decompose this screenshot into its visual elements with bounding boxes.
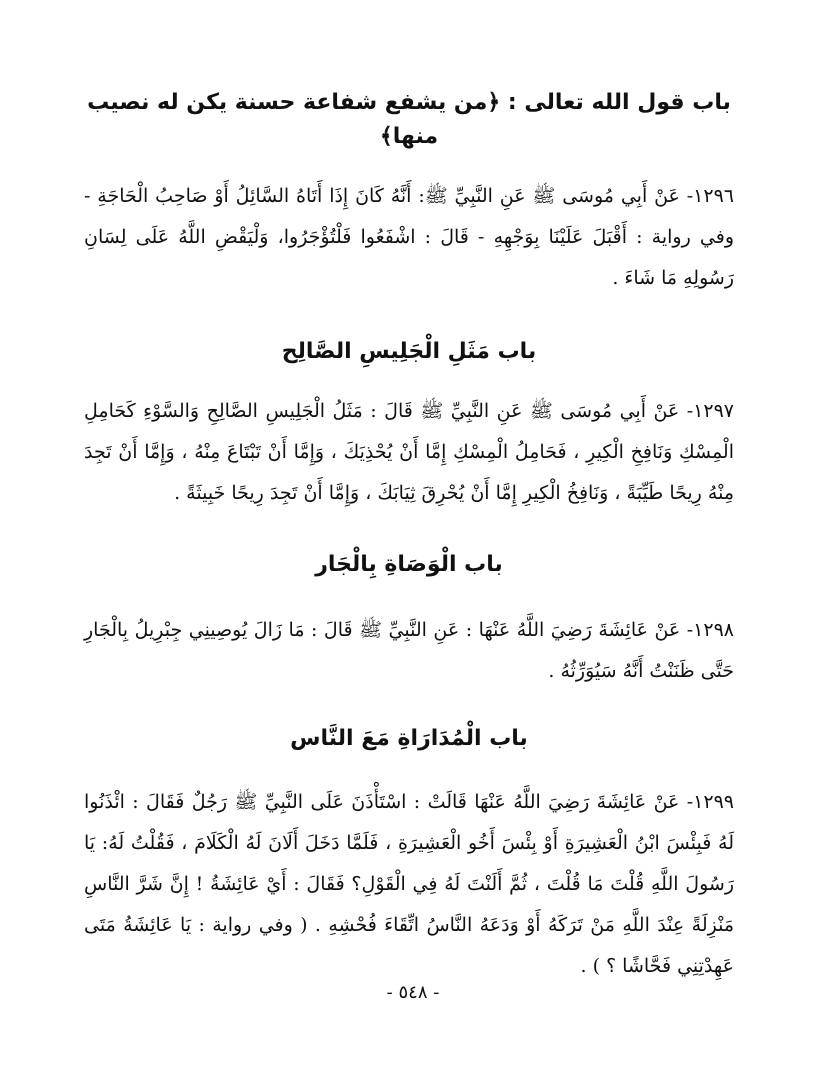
section-title: باب الْمُدَارَاةِ مَعَ النَّاس — [290, 726, 528, 751]
hadith-text — [84, 782, 734, 987]
hadith-text — [84, 610, 734, 692]
hadith-paragraph: ١٢٩٩- عَنْ عَائِشَةَ رَضِيَ اللَّهُ عَنْهَا قَالَتْ : اسْتَأْذَنَ عَلَى النَّبِيِّ ﷺ رَجُلٌ فَقَالَ : ائْذَنُوا لَهُ فَبِئْسَ ابْنُ الْعَشِيرَةِ أَوْ بِئْسَ أَخُو الْعَشِيرَةِ ، فَلَمَّا دَخَلَ أَلَانَ لَهُ الْكَلَامَ ، فَقُلْتُ لَهُ: يَا رَسُولَ اللَّهِ قُلْتَ مَا قُلْتَ ، ثُمَّ أَلَنْتَ لَهُ فِي الْقَوْلِ؟ فَقَالَ : أَيْ عَائِشَةُ ! إِنَّ شَرَّ النَّاسِ مَنْزِلَةً عِنْدَ اللَّهِ مَنْ تَرَكَهُ أَوْ وَدَعَهُ النَّاسُ اتِّقَاءَ فُحْشِهِ . ( وفي رواية : يَا عَائِشَةُ مَتَى عَهِدْتِنِي فَحَّاشًا ؟ ) . — [84, 791, 734, 977]
hadith-paragraph: ١٢٩٨- عَنْ عَائِشَةَ رَضِيَ اللَّهُ عَنْهَا : عَنِ النَّبِيِّ ﷺ قَالَ : مَا زَالَ يُوصِينِي جِبْرِيلُ بِالْجَارِ حَتَّى ظَنَنْتُ أَنَّهُ سَيُوَرِّثُهُ . — [84, 619, 734, 682]
page-number: - ٥٤٨ - — [386, 982, 440, 1003]
hadith-paragraph: ١٢٩٧- عَنْ أَبِي مُوسَى ﷺ عَنِ النَّبِيِّ ﷺ قَالَ : مَثَلُ الْجَلِيسِ الصَّالِحِ وَالسَّوْءِ كَحَامِلِ الْمِسْكِ وَنَافِخِ الْكِيرِ ، فَحَامِلُ الْمِسْكِ إِمَّا أَنْ يُحْذِيَكَ ، وَإِمَّا أَنْ تَبْتَاعَ مِنْهُ ، وَإِمَّا أَنْ تَجِدَ مِنْهُ رِيحًا طَيِّبَةً ، وَنَافِخُ الْكِيرِ إِمَّا أَنْ يُحْرِقَ ثِيَابَكَ ، وَإِمَّا أَنْ تَجِدَ رِيحًا خَبِيثَةً . — [84, 400, 734, 504]
section-title: باب قول الله تعالى : ﴿من يشفع شفاعة حسنة يكن له نصيب منها﴾ — [87, 90, 731, 149]
hadith-paragraph: ١٢٩٦- عَنْ أَبِي مُوسَى ﷺ عَنِ النَّبِيِّ ﷺ: أَنَّهُ كَانَ إِذَا أَتَاهُ السَّائِلُ أَوْ صَاحِبُ الْحَاجَةِ - وفي رواية : أَقْبَلَ عَلَيْنَا بِوَجْهِهِ - قَالَ : اشْفَعُوا فَلْتُؤْجَرُوا، وَلْيَقْضِ اللَّهُ عَلَى لِسَانِ رَسُولِهِ مَا شَاءَ . — [84, 185, 734, 289]
section-title: باب الْوَصَاةِ بِالْجَار — [315, 552, 503, 577]
hadith-text — [84, 391, 734, 514]
section-title: باب مَثَلِ الْجَلِيسِ الصَّالِح — [281, 339, 537, 364]
hadith-text — [84, 176, 734, 299]
